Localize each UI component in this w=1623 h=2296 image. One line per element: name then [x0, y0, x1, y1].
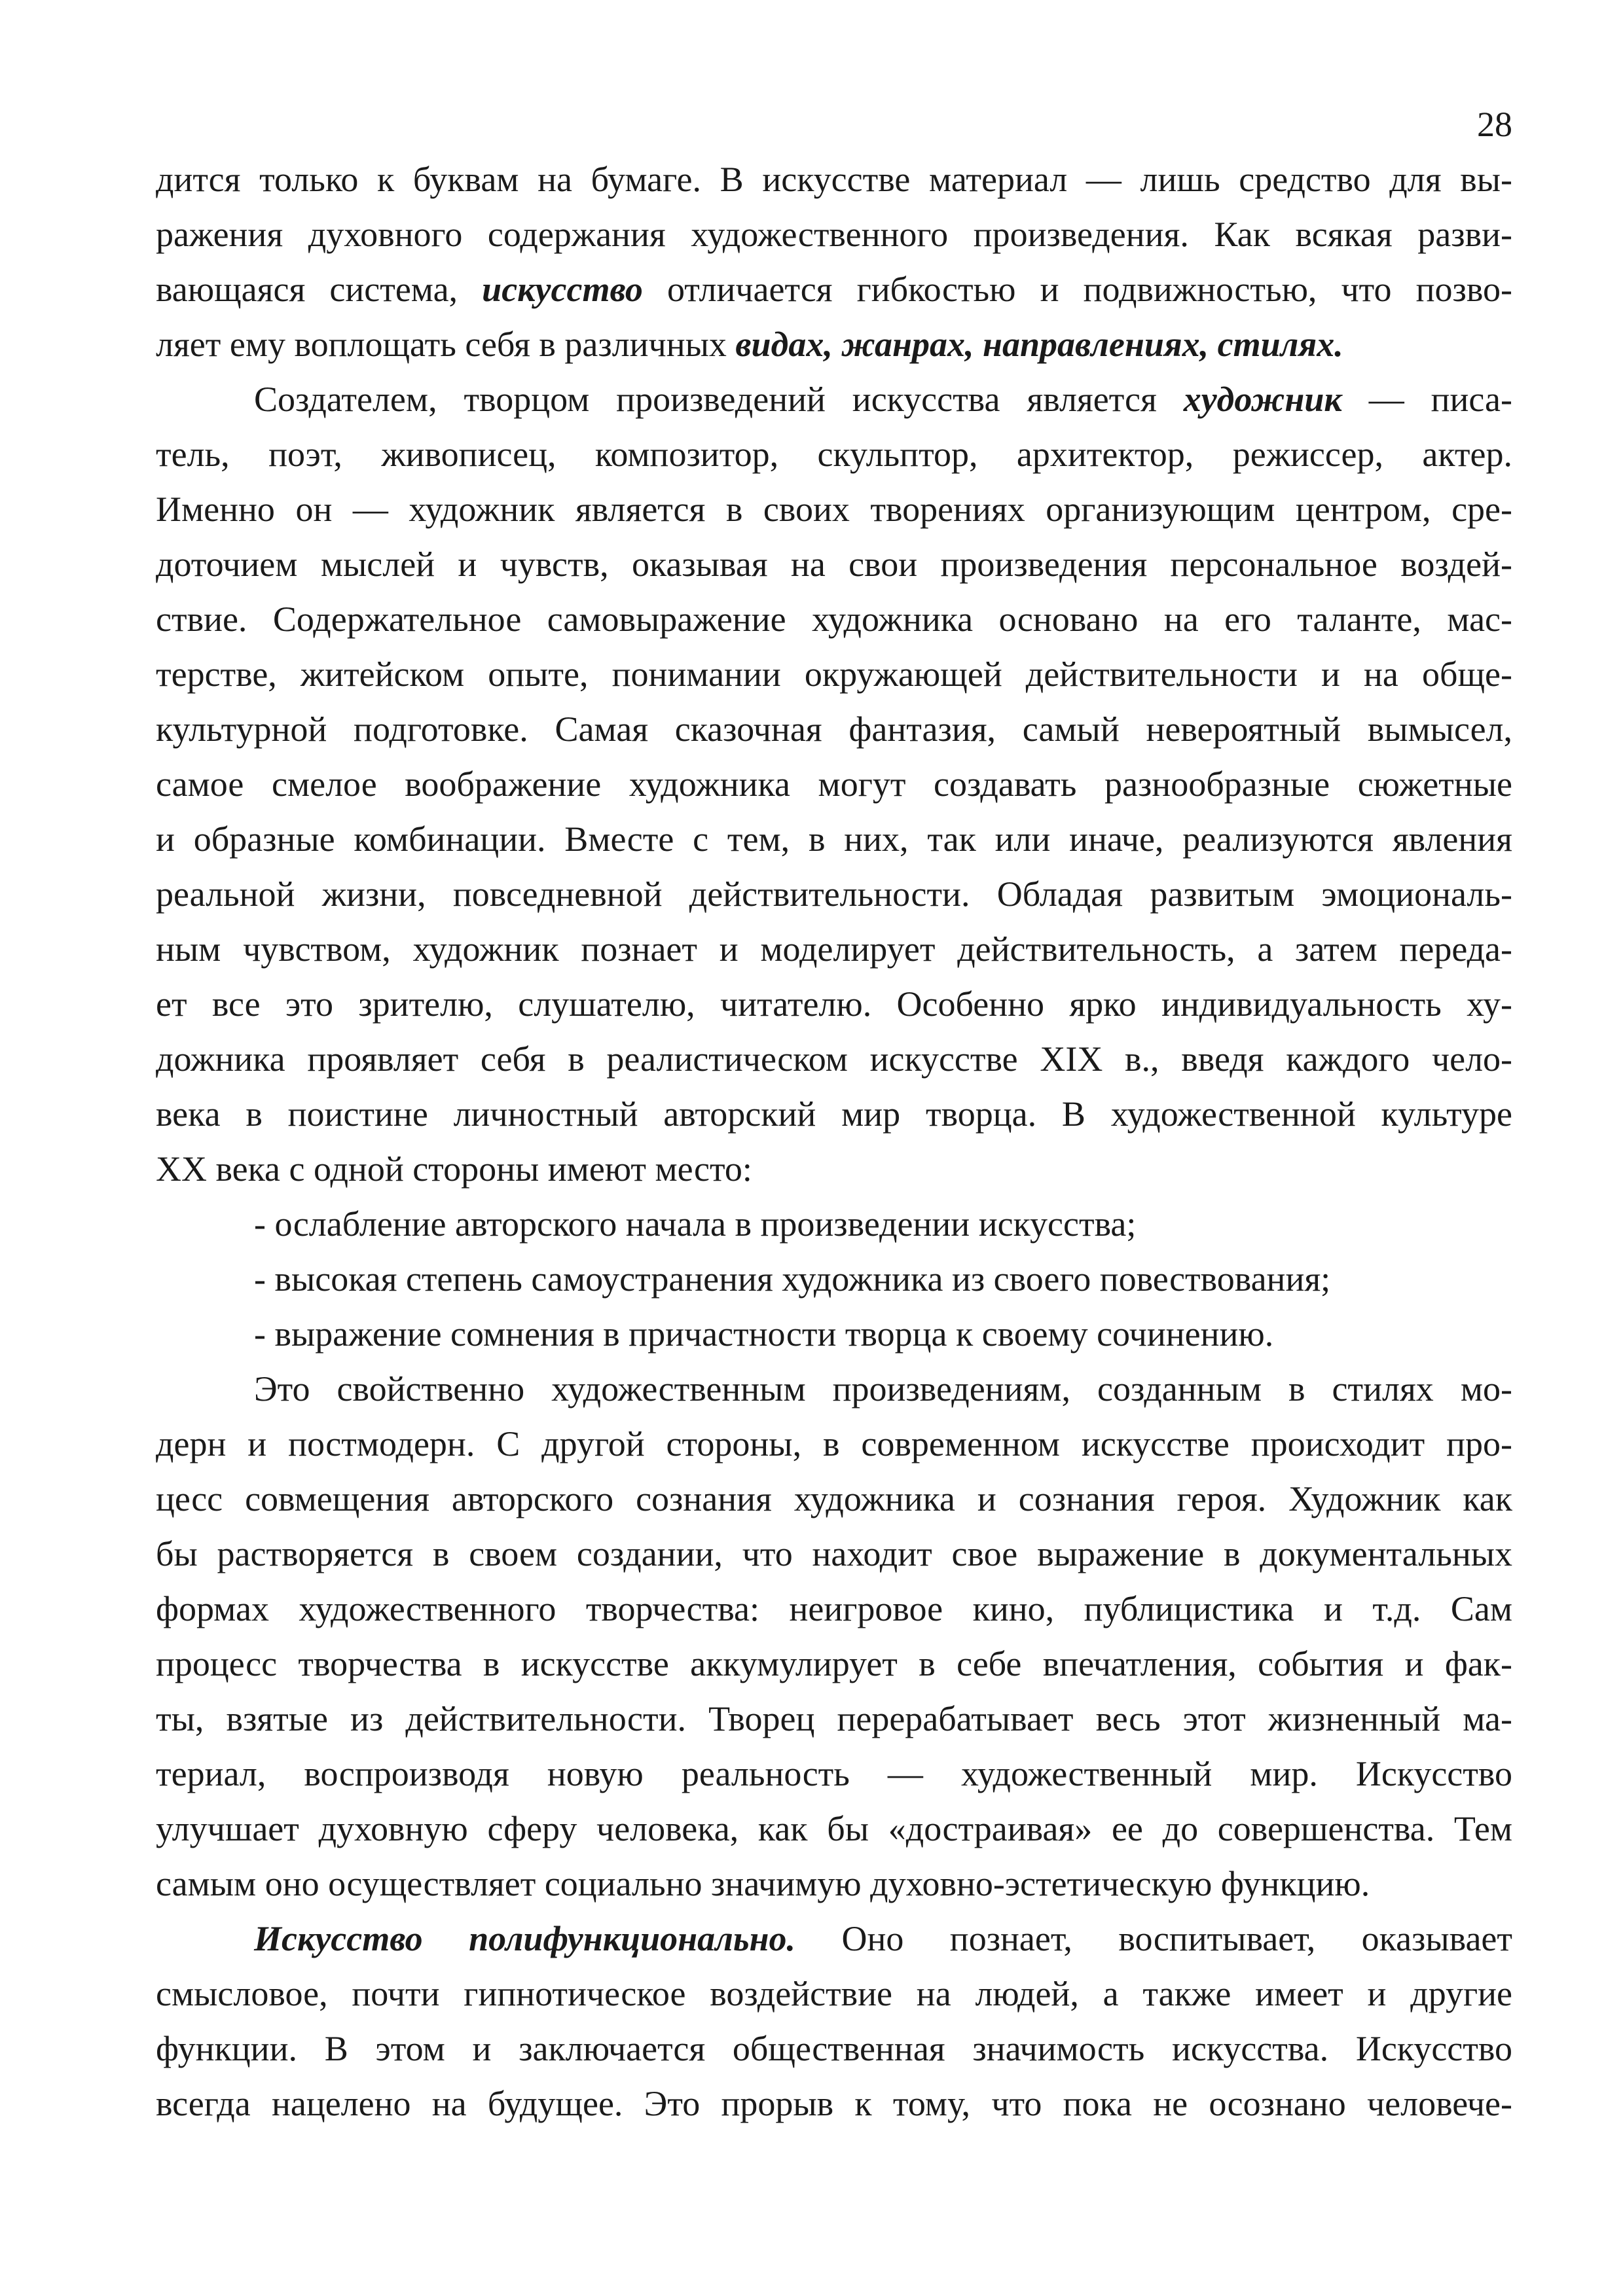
text-run: — писа-	[1341, 380, 1512, 419]
text-line	[156, 2021, 1512, 2076]
text-run: культурной подготовке. Самая сказочная фантазия, самый невероятный вымысел,	[156, 709, 1512, 749]
emphasized-term: видах, жанрах, направлениях, стилях.	[735, 325, 1343, 364]
text-line	[156, 647, 1512, 702]
text-run: века в поистине личностный авторский мир творца. В художественной культуре	[156, 1094, 1512, 1134]
text-line	[156, 1581, 1512, 1636]
text-run: доточием мыслей и чувств, оказывая на свои произведения персональное воздей-	[156, 545, 1512, 584]
text-run: функции. В этом и заключается общественная значимость искусства. Искусство	[156, 2029, 1512, 2068]
text-run: ным чувством, художник познает и моделирует действительность, а затем переда-	[156, 929, 1512, 969]
text-line	[156, 1471, 1512, 1526]
text-line	[156, 977, 1512, 1031]
text-run: ствие. Содержательное самовыражение художника основано на его таланте, мас-	[156, 600, 1512, 639]
text-run: XX века с одной стороны имеют место:	[156, 1149, 752, 1189]
text-line	[156, 812, 1512, 867]
text-run: вающаяся система,	[156, 270, 483, 309]
text-run: Это свойственно художественным произведениям, созданным в стилях мо-	[254, 1369, 1512, 1408]
text-line	[156, 262, 1512, 317]
paragraph	[156, 152, 1512, 372]
text-run: реальной жизни, повседневной действительности. Обладая развитым эмоциональ-	[156, 874, 1512, 914]
emphasized-term: искусство	[482, 270, 643, 309]
text-run: Именно он — художник является в своих творениях организующим центром, сре-	[156, 490, 1512, 529]
text-run: - выражение сомнения в причастности творца к своему сочинению.	[254, 1314, 1274, 1354]
text-run: ет все это зрителю, слушателю, читателю. Особенно ярко индивидуальность ху-	[156, 984, 1512, 1024]
text-line	[156, 1966, 1512, 2021]
list-item	[156, 1251, 1512, 1306]
paragraph	[156, 1361, 1512, 1911]
text-run: - высокая степень самоустранения художника из своего повествования;	[254, 1259, 1331, 1299]
text-line	[156, 317, 1512, 372]
text-line	[156, 1361, 1512, 1416]
text-line	[156, 372, 1512, 427]
emphasized-term: художник	[1183, 380, 1342, 419]
text-run: - ослабление авторского начала в произведении искусства;	[254, 1204, 1137, 1244]
text-line	[156, 482, 1512, 537]
text-line	[156, 1306, 1512, 1361]
text-line	[156, 592, 1512, 647]
text-run: улучшает духовную сферу человека, как бы «достраивая» ее до совершенства. Тем	[156, 1809, 1512, 1848]
text-line	[156, 702, 1512, 757]
text-run: дится только к буквам на бумаге. В искусстве материал — лишь средство для вы-	[156, 160, 1512, 199]
text-run: цесс совмещения авторского сознания художника и сознания героя. Художник как	[156, 1479, 1512, 1518]
text-line	[156, 1086, 1512, 1141]
paragraph	[156, 1911, 1512, 2131]
text-line	[156, 427, 1512, 482]
text-run: тель, поэт, живописец, композитор, скульптор, архитектор, режиссер, актер.	[156, 435, 1512, 474]
body-text	[156, 152, 1512, 2131]
text-run: смысловое, почти гипнотическое воздействие на людей, а также имеет и другие	[156, 1974, 1512, 2013]
text-line	[156, 757, 1512, 812]
text-run: формах художественного творчества: неигровое кино, публицистика и т.д. Сам	[156, 1589, 1512, 1628]
emphasized-term: Искусство полифункционально.	[254, 1919, 796, 1958]
text-line	[156, 537, 1512, 592]
text-run: самое смелое воображение художника могут создавать разнообразные сюжетные	[156, 764, 1512, 804]
text-line	[156, 1031, 1512, 1086]
text-run: процесс творчества в искусстве аккумулирует в себе впечатления, события и фак-	[156, 1644, 1512, 1683]
text-line	[156, 1801, 1512, 1856]
paragraph	[156, 372, 1512, 1196]
text-run: териал, воспроизводя новую реальность — художественный мир. Искусство	[156, 1754, 1512, 1793]
list-item	[156, 1306, 1512, 1361]
text-run: бы растворяется в своем создании, что находит свое выражение в документальных	[156, 1534, 1512, 1573]
text-line	[156, 1691, 1512, 1746]
page-number: 28	[1477, 105, 1512, 144]
text-run: Создателем, творцом произведений искусства является	[254, 380, 1184, 419]
text-run: терстве, житейском опыте, понимании окружающей действительности и на обще-	[156, 655, 1512, 694]
text-line	[156, 1911, 1512, 1966]
text-line	[156, 1251, 1512, 1306]
text-line	[156, 1196, 1512, 1251]
text-run: самым оно осуществляет социально значимую духовно-эстетическую функцию.	[156, 1864, 1370, 1903]
text-run: отличается гибкостью и подвижностью, что позво-	[642, 270, 1512, 309]
text-line	[156, 152, 1512, 207]
list-item	[156, 1196, 1512, 1251]
text-line	[156, 1746, 1512, 1801]
text-line	[156, 1141, 1512, 1196]
text-line	[156, 1636, 1512, 1691]
text-run: ражения духовного содержания художественного произведения. Как всякая разви-	[156, 215, 1512, 254]
text-run: дожника проявляет себя в реалистическом искусстве XIX в., введя каждого чело-	[156, 1039, 1512, 1079]
text-run: ты, взятые из действительности. Творец перерабатывает весь этот жизненный ма-	[156, 1699, 1512, 1738]
text-line	[156, 867, 1512, 922]
text-run: Оно познает, воспитывает, оказывает	[795, 1919, 1512, 1958]
text-run: ляет ему воплощать себя в различных	[156, 325, 736, 364]
text-line	[156, 1416, 1512, 1471]
text-run: всегда нацелено на будущее. Это прорыв к тому, что пока не осознано человече-	[156, 2084, 1512, 2123]
text-line	[156, 922, 1512, 977]
text-line	[156, 1856, 1512, 1911]
text-line	[156, 207, 1512, 262]
text-run: дерн и постмодерн. С другой стороны, в современном искусстве происходит про-	[156, 1424, 1512, 1463]
text-run: и образные комбинации. Вместе с тем, в них, так или иначе, реализуются явления	[156, 819, 1512, 859]
text-line	[156, 1526, 1512, 1581]
text-line	[156, 2076, 1512, 2131]
